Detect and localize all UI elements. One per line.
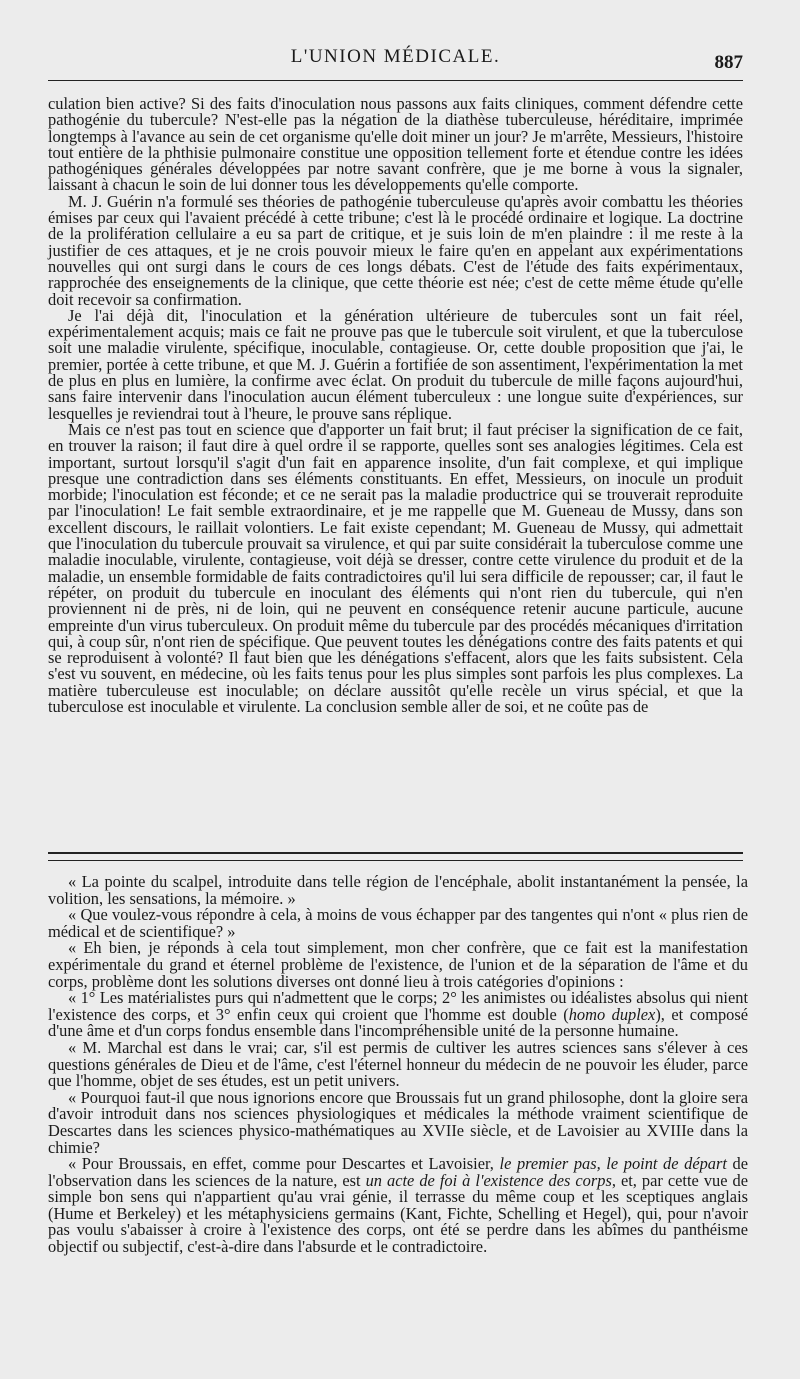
footnote-paragraph-6: « Pourquoi faut-il que nous ignorions encore que Broussais fut un grand philosophe, dont la gloire sera d'avoir introduit dans nos sciences physiologiques et médicales la méthode vraiment scientifique de Descartes dans les sciences physico-mathématiques au XVIIe siècle, et de Lavoisier au XVIIIe dans la chimie? (48, 1087, 748, 1157)
footnote-italic: le premier pas, le point de départ (499, 1154, 727, 1174)
footnote-paragraph-2: « Que voulez-vous répondre à cela, à moins de vous échapper par des tangentes qui n'ont « plus rien de médical et de scientifique? » (48, 905, 748, 941)
paragraph-4: Mais ce n'est pas tout en science que d'apporter un fait brut; il faut préciser la signification de ce fait, en trouver la raison; il faut dire à quel ordre il se rapporte, quelles sont ses analogies légitimes. Cela est important, surtout lorsqu'il s'agit d'un fait en apparence insolite, d'un fait complexe, et qui implique presque une contradiction dans ses éléments constituants. En effet, Messieurs, on inocule un produit morbide; l'inoculation est féconde; et ce ne serait pas la maladie productrice qui se trouverait reproduite par l'inoculation! Le fait semble extraordinaire, et je me rappelle que M. Gueneau de Mussy, dans son excellent discours, le raillait volontiers. Le fait existe cependant; M. Gueneau de Mussy, qui admettait que l'inoculation du tubercule prouvait sa virulence, et qui par suite considérait la tuberculose comme une maladie inoculable, virulente, contagieuse, voit déjà se dresser, contre cette virulence du produit et de la maladie, un ensemble formidable de faits contradictoires qu'il lui sera difficile de repousser; car, il faut le répéter, on produit du tubercule en inoculant des éléments qui n'ont rien du tubercule, qui n'en proviennent ni de près, ni de loin, qui ne peuvent en conséquence retenir aucune particule, aucune empreinte d'un virus tuberculeux. On produit même du tubercule par des procédés mécaniques d'irritation qui, à coup sûr, n'ont rien de spécifique. Que peuvent toutes les dénégations contre des faits patents et qui se reproduisent à volonté? Il faut bien que les dénégations s'effacent, alors que les faits subsistent. Cela s'est vu souvent, en médecine, où les faits tenus pour les plus simples sont parfois les plus complexes. La matière tuberculeuse est inoculable; on déclare aussitôt qu'elle recèle un virus spécial, et que la tuberculose est inoculable et virulente. La conclusion semble aller de soi, et ne coûte pas de (48, 419, 743, 716)
footnote-paragraph-5: « M. Marchal est dans le vrai; car, s'il est permis de cultiver les autres sciences sans s'élever à ces questions générales de Dieu et de l'âme, c'est l'éternel honneur du médecin de ne pouvoir les éluder, parce que l'homme, objet de ses études, est un petit univers. (48, 1037, 748, 1091)
footnote-paragraph-3: « Eh bien, je réponds à cela tout simplement, mon cher confrère, que ce fait est la manifestation expérimentale du grand et éternel problème de l'existence, de l'union et de la séparation de l'âme et du corps, problème dont les solutions diverses ont donné lieu à trois catégories d'opinions : (48, 938, 748, 991)
footnote-italic: un acte de foi à l'existence des corps (365, 1170, 612, 1190)
footnote-text: de l'observation dans les sciences de la nature, est (48, 1154, 748, 1190)
footnote-paragraph-1: « La pointe du scalpel, introduite dans telle région de l'encéphale, abolit instantanément la pensée, la volition, les sensations, la mémoire. » (48, 872, 748, 908)
footnote-text: ), et composé d'une âme et d'un corps fondus ensemble dans l'incompréhensible unité de la personne humaine. (48, 1004, 748, 1041)
footnote-paragraph-7 (48, 1156, 748, 1256)
footnote-paragraph-4 (48, 990, 748, 1040)
page-header (48, 46, 743, 76)
footnote-text: , et, par cette vue de simple bon sens qui n'appartient qu'au vrai génie, il terrasse du même coup et les sceptiques anglais (Hume et Berkeley) et les métaphysiciens germains (Kant, Fichte, Schelling et Hegel), qui, pour n'avoir pas voulu s'abaisser à croire à l'existence des corps, ont été se perdre dans les abîmes du panthéisme objectif ou subjectif, c'est-à-dire dans l'absurde et le contradictoire. (48, 1170, 748, 1257)
paragraph-2: M. J. Guérin n'a formulé ses théories de pathogénie tuberculeuse qu'après avoir combattu les théories émises par ceux qui l'avaient précédé à cette tribune; c'est là le procédé ordinaire et logique. La doctrine de la prolifération cellulaire a eu sa part de critique, et je suis loin de m'en plaindre : il me reste à la justifier de ces attaques, et je ne crois pouvoir mieux le faire qu'en en appelant aux expérimentations nouvelles qui ont surgi dans le cours de ces longs débats. C'est de l'étude des faits expérimentaux, rapprochée des enseignements de la clinique, que cette théorie est née; c'est de cette même étude qu'elle doit recevoir sa confirmation. (48, 191, 743, 309)
header-rule (48, 80, 743, 81)
footnote-separator (48, 852, 743, 861)
footnote-text: « 1° Les matérialistes purs qui n'admettent que le corps; 2° les animistes ou idéalistes absolus qui nient l'existence des corps, et 3° enfin ceux qui croient que l'homme est double ( (48, 988, 748, 1024)
footnote-italic: homo duplex (568, 1004, 656, 1024)
paragraph-1: culation bien active? Si des faits d'inoculation nous passons aux faits cliniques, comment défendre cette pathogénie du tubercule? N'est-elle pas la négation de la diathèse tuberculeuse, héréditaire, imprimée longtemps à l'avance au sein de cet organisme qu'elle doit miner un jour? Je m'arrête, Messieurs, l'histoire tout entière de la phthisie pulmonaire constitue une opposition tellement forte et étendue contre les idées pathogéniques générales développées par notre savant confrère, que je me borne à vous la signaler, laissant à chacun le soin de lui donner tous les développements qu'elle comporte. (48, 94, 743, 195)
page-number: 887 (714, 52, 743, 73)
paragraph-3: Je l'ai déjà dit, l'inoculation et la génération ultérieure de tubercules sont un fait réel, expérimentalement acquis; mais ce fait ne prouve pas que le tubercule soit virulent, et que la tuberculose soit une maladie virulente, spécifique, inoculable, contagieuse. Or, cette double proposition que j'ai, le premier, portée à cette tribune, et que M. J. Guérin a fortifiée de son assentiment, l'expérimentation la met de plus en plus en lumière, la confirme avec éclat. On produit du tubercule de mille façons aujourd'hui, sans faire intervenir dans l'inoculation aucun élément tuberculeux : une longue suite d'expériences, sur lesquelles je reviendrai tout à l'heure, le prouve sans réplique. (48, 305, 743, 423)
footnote-section (48, 874, 748, 1256)
footnote-text: « Pour Broussais, en effet, comme pour Descartes et Lavoisier, (68, 1154, 500, 1174)
main-text (48, 96, 743, 715)
running-title: L'UNION MÉDICALE. (290, 46, 501, 67)
